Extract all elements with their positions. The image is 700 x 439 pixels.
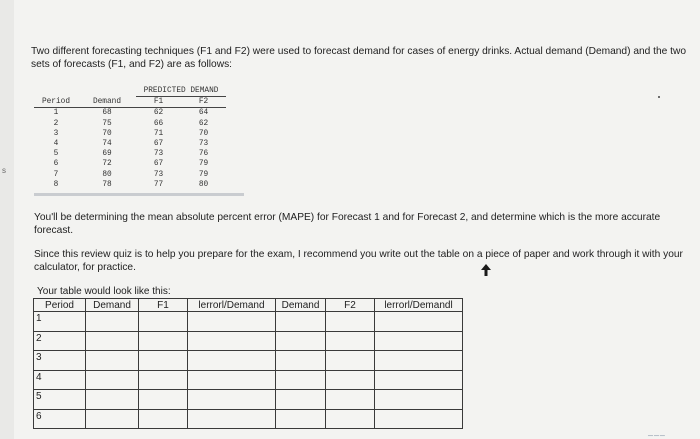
work-header-demand-2: Demand	[276, 299, 326, 312]
f1-cell: 67	[153, 140, 164, 149]
work-period-cell: 6	[34, 409, 86, 429]
table-row	[34, 129, 226, 139]
work-cell	[326, 312, 375, 332]
demand-cell: 80	[102, 170, 112, 179]
work-header-period: Period	[34, 299, 86, 312]
work-header-f2: F2	[326, 299, 375, 312]
intro-text: Two different forecasting techniques (F1 and F2) were used to forecast demand for cases of energy drinks. Actual demand (Demand) and the two sets of forecasts (F1, and F2) are as follows:	[31, 46, 686, 70]
work-table	[33, 298, 463, 429]
demand-cell: 75	[102, 119, 112, 128]
col-header-demand: Demand	[78, 97, 136, 108]
f1-cell: 77	[153, 180, 164, 189]
f1-cell: 66	[153, 119, 164, 128]
table-row	[34, 331, 463, 351]
work-cell	[276, 312, 326, 332]
work-cell	[375, 351, 463, 371]
work-header-error-demand-f1: lerrorl/Demand	[188, 299, 276, 312]
work-cell	[276, 390, 326, 410]
work-cell	[188, 370, 276, 390]
work-cell	[86, 409, 139, 429]
f2-cell: 64	[198, 109, 209, 118]
work-cell	[375, 409, 463, 429]
table-row	[34, 170, 226, 180]
instruction-practice: Since this review quiz is to help you prepare for the exam, I recommend you write out the table on a piece of paper and work through it with your calculator, for practice.	[34, 249, 683, 273]
work-cell	[326, 390, 375, 410]
demand-cell: 69	[102, 150, 112, 159]
work-period-cell: 2	[34, 331, 86, 351]
work-cell	[139, 351, 188, 371]
side-letter: s	[2, 166, 6, 175]
period-cell: 8	[53, 180, 59, 189]
work-cell	[326, 409, 375, 429]
table-row	[34, 351, 463, 371]
table-row	[34, 180, 226, 190]
work-period-cell: 4	[34, 370, 86, 390]
instruction-mape: You'll be determining the mean absolute percent error (MAPE) for Forecast 1 and for Forecast 2, and determine which is the more accurate forecast.	[34, 212, 661, 236]
f2-cell: 70	[198, 129, 209, 138]
table-divider	[34, 193, 244, 196]
f1-cell: 73	[153, 150, 164, 159]
demand-cell: 68	[102, 109, 112, 118]
work-cell	[188, 351, 276, 371]
work-period-cell: 3	[34, 351, 86, 371]
cursor-arrow-icon	[481, 264, 491, 276]
work-cell	[326, 370, 375, 390]
f2-cell: 76	[198, 150, 209, 159]
work-cell	[139, 409, 188, 429]
work-header-demand: Demand	[86, 299, 139, 312]
table-row	[34, 139, 226, 149]
work-cell	[375, 331, 463, 351]
work-cell	[86, 312, 139, 332]
f1-cell: 71	[153, 129, 164, 138]
work-cell	[326, 331, 375, 351]
work-cell	[276, 351, 326, 371]
f2-cell: 73	[198, 140, 209, 149]
work-cell	[276, 370, 326, 390]
work-cell	[375, 390, 463, 410]
period-cell: 7	[53, 170, 59, 179]
dot-mark	[658, 96, 660, 98]
col-header-f2: F2	[181, 97, 226, 108]
demand-data-table	[34, 86, 226, 190]
work-cell	[326, 351, 375, 371]
period-cell: 4	[53, 140, 59, 149]
f1-cell: 67	[153, 160, 164, 169]
work-cell	[86, 351, 139, 371]
f2-cell: 80	[198, 180, 209, 189]
work-cell	[139, 390, 188, 410]
f1-cell: 62	[153, 109, 164, 118]
corner-mark: ───	[648, 433, 666, 439]
work-cell	[188, 390, 276, 410]
col-header-period: Period	[34, 97, 78, 108]
period-cell: 6	[53, 160, 59, 169]
work-cell	[375, 312, 463, 332]
work-cell	[139, 370, 188, 390]
f2-cell: 79	[198, 170, 209, 179]
work-cell	[86, 390, 139, 410]
work-cell	[139, 312, 188, 332]
table-row	[34, 370, 463, 390]
work-cell	[139, 331, 188, 351]
table-row	[34, 390, 463, 410]
table-row	[34, 159, 226, 169]
work-cell	[188, 331, 276, 351]
work-cell	[188, 312, 276, 332]
period-cell: 2	[53, 119, 59, 128]
demand-cell: 78	[102, 180, 112, 189]
period-cell: 1	[53, 109, 59, 118]
predicted-demand-header: PREDICTED DEMAND	[136, 86, 226, 97]
f2-cell: 62	[198, 119, 209, 128]
demand-cell: 70	[102, 129, 112, 138]
demand-cell: 72	[102, 160, 112, 169]
table-row	[34, 108, 226, 119]
work-period-cell: 5	[34, 390, 86, 410]
period-cell: 5	[53, 150, 59, 159]
work-cell	[276, 331, 326, 351]
table-row	[34, 119, 226, 129]
col-header-f1: F1	[136, 97, 181, 108]
work-cell	[188, 409, 276, 429]
f1-cell: 73	[153, 170, 164, 179]
work-cell	[86, 331, 139, 351]
table-row	[34, 312, 463, 332]
work-header-f1: F1	[139, 299, 188, 312]
work-cell	[86, 370, 139, 390]
work-cell	[276, 409, 326, 429]
table-row	[34, 149, 226, 159]
work-cell	[375, 370, 463, 390]
work-period-cell: 1	[34, 312, 86, 332]
period-cell: 3	[53, 129, 59, 138]
your-table-label: Your table would look like this:	[37, 286, 171, 297]
table-row	[34, 409, 463, 429]
f2-cell: 79	[198, 160, 209, 169]
work-header-error-demand-f2: lerrorl/Demandl	[375, 299, 463, 312]
demand-cell: 74	[102, 140, 112, 149]
